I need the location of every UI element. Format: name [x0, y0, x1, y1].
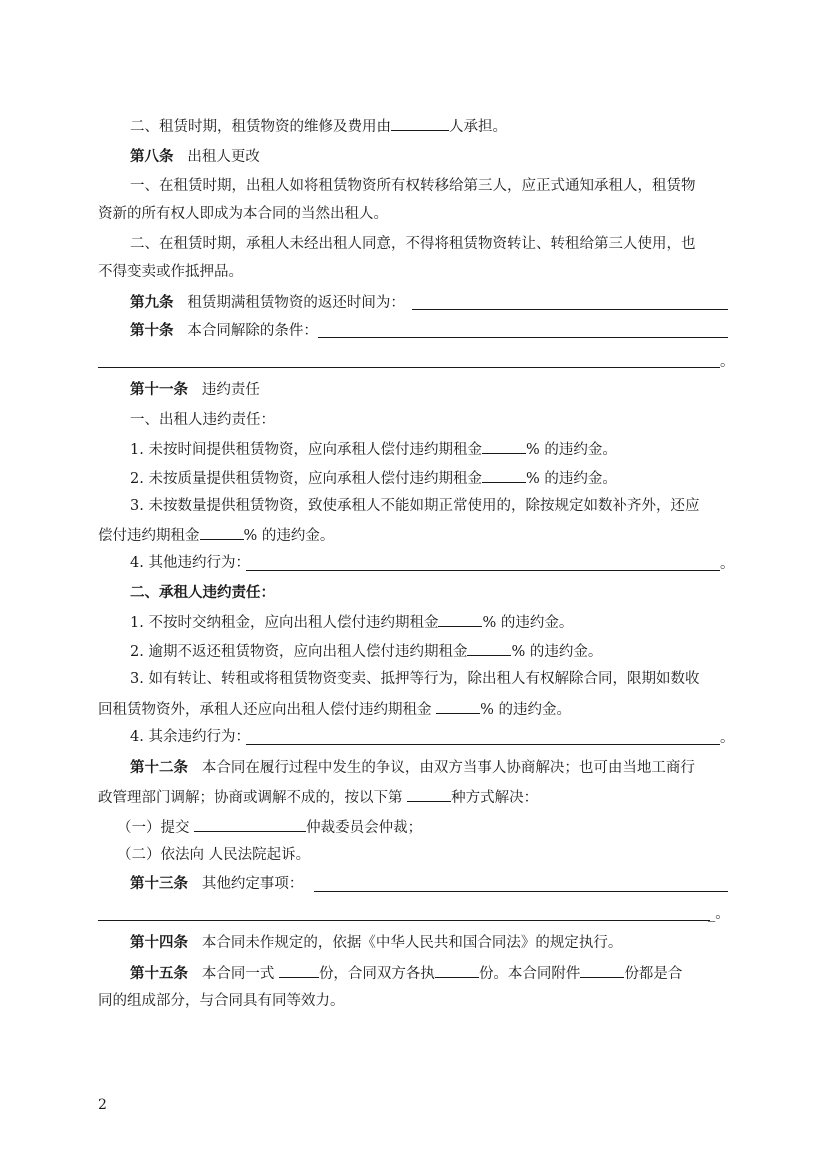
period-mark: 。 — [720, 730, 735, 746]
article-13-heading — [130, 874, 303, 894]
blank-field — [580, 962, 624, 978]
blank-field — [98, 367, 720, 368]
clause-text: % 的违约金。 — [243, 528, 335, 544]
clause-text: 二、租赁时期，租赁物资的维修及费用由 — [130, 119, 391, 135]
article-number: 第八条 — [130, 148, 174, 165]
blank-field — [438, 611, 482, 627]
clause-text: 2. 未按质量提供租赁物资，应向承租人偿付违约期租金 — [130, 471, 482, 487]
article-text: 份，合同双方各执 — [318, 966, 435, 982]
article-text: 其他约定事项： — [201, 876, 304, 892]
clause-text: （一）提交 — [117, 820, 190, 836]
blank-field — [314, 891, 728, 892]
blank-field — [246, 570, 720, 571]
clause-line — [130, 640, 602, 662]
article-14-heading — [130, 933, 622, 953]
clause-text: 种方式解决： — [451, 790, 539, 806]
blank-field — [98, 920, 710, 921]
section-heading: 二、承租人违约责任： — [130, 584, 275, 601]
clause-text: % 的违约金。 — [511, 644, 603, 660]
article-text: 租赁期满租赁物资的返还时间为： — [187, 295, 405, 311]
clause-line: 同的组成部分，与合同具有同等效力。 — [98, 993, 345, 1009]
blank-field — [279, 962, 319, 978]
article-number: 第十四条 — [130, 934, 188, 951]
clause-line: 3. 如有转让、转租或将租赁物资变卖、抵押等行为，除出租人有权解除合同，限期如数收 — [130, 671, 700, 687]
article-text: 本合同未作规定的，依据《中华人民共和国合同法》的规定执行。 — [201, 935, 623, 951]
article-8-heading — [130, 147, 260, 167]
clause-line: 4. 其余违约行为： — [130, 729, 250, 745]
clause-line: 3. 未按数量提供租赁物资，致使承租人不能如期正常使用的，除按规定如数补齐外，还应 — [130, 498, 700, 514]
clause-text: % 的违约金。 — [480, 702, 571, 718]
clause-text: 2. 逾期不返还租赁物资，应向出租人偿付违约期租金 — [130, 644, 468, 660]
article-title: 出租人更改 — [187, 149, 260, 165]
article-number: 第十二条 — [130, 759, 188, 776]
blank-field — [200, 524, 244, 540]
clause-line: 二、在租赁时期，承租人未经出租人同意，不得将租赁物资转让、转租给第三人使用，也 — [130, 236, 696, 252]
clause-line: 资新的所有权人即成为本合同的当然出租人。 — [98, 206, 388, 222]
clause-line — [98, 786, 538, 808]
article-text: 份。本合同附件 — [478, 966, 581, 982]
article-15-heading — [130, 962, 682, 984]
clause-line — [130, 115, 507, 137]
clause-text: 1. 未按时间提供租赁物资，应向承租人偿付违约期租金 — [130, 442, 482, 458]
blank-field — [246, 744, 720, 745]
clause-text: 偿付违约期租金 — [98, 528, 200, 544]
clause-line — [98, 698, 571, 720]
blank-field — [482, 467, 526, 483]
blank-field — [412, 309, 728, 310]
blank-field — [482, 438, 526, 454]
article-number: 第十五条 — [130, 965, 188, 982]
clause-line — [98, 524, 334, 546]
article-number: 第十条 — [130, 322, 174, 339]
blank-field — [194, 816, 306, 832]
clause-text: % 的违约金。 — [525, 442, 617, 458]
article-9-heading — [130, 293, 405, 313]
clause-text: 1. 不按时交纳租金，应向出租人偿付违约期租金 — [130, 615, 439, 631]
article-text: 本合同解除的条件： — [187, 323, 318, 339]
article-title: 违约责任 — [201, 382, 260, 398]
blank-field — [435, 962, 479, 978]
period-mark: 。 — [720, 354, 735, 370]
article-text: 本合同一式 — [201, 966, 275, 982]
clause-line: 一、在租赁时期，出租人如将租赁物资所有权转移给第三人，应正式通知承租人，租赁物 — [130, 178, 696, 194]
article-10-heading — [130, 321, 318, 341]
clause-line — [117, 816, 422, 838]
blank-field — [318, 337, 728, 338]
clause-line — [130, 611, 573, 633]
clause-line — [130, 438, 617, 460]
period-mark: 。 — [720, 556, 735, 572]
period-mark: _。 — [708, 906, 730, 922]
article-number: 第十一条 — [130, 381, 188, 398]
clause-text: 人承担。 — [449, 119, 507, 135]
clause-line: （二）依法向 人民法院起诉。 — [117, 847, 311, 863]
article-12-heading — [130, 758, 695, 778]
clause-line: 4. 其他违约行为： — [130, 555, 250, 571]
article-text: 份都是合 — [624, 966, 683, 982]
clause-text: % 的违约金。 — [482, 615, 574, 631]
clause-line: 一、出租人违约责任： — [130, 412, 275, 428]
clause-text: % 的违约金。 — [525, 471, 617, 487]
blank-field — [407, 786, 451, 802]
clause-text: 回租赁物资外，承租人还应向出租人偿付违约期租金 — [98, 702, 432, 718]
clause-line: 不得变卖或作抵押品。 — [98, 264, 243, 280]
article-11-heading — [130, 380, 260, 400]
clause-line — [130, 467, 617, 489]
article-number: 第十三条 — [130, 875, 188, 892]
blank-field — [436, 698, 480, 714]
article-text: 本合同在履行过程中发生的争议，由双方当事人协商解决；也可由当地工商行 — [201, 760, 695, 776]
page-number: 2 — [98, 1097, 107, 1113]
article-number: 第九条 — [130, 294, 174, 311]
blank-field — [391, 115, 449, 131]
clause-text: 仲裁委员会仲裁； — [306, 820, 423, 836]
blank-field — [467, 640, 511, 656]
clause-text: 政管理部门调解；协商或调解不成的，按以下第 — [98, 790, 403, 806]
